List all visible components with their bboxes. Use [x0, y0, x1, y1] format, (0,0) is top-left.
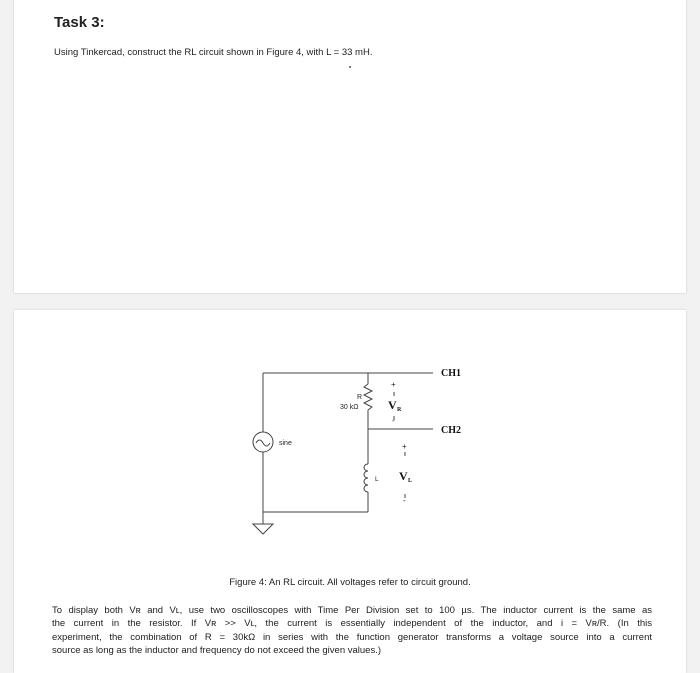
resistor-name: R [357, 394, 363, 401]
vl-subscript: L [408, 478, 413, 484]
vl-plus: + [402, 442, 407, 451]
vr-subscript: R [397, 407, 402, 413]
paragraph-line: source as long as the inductor and frequency do not exceed the given values.) [52, 645, 382, 657]
task-title: Task 3: [54, 14, 105, 31]
paragraph-line: the current in the resistor. If Vʀ >> Vʟ, the current is essentially independent of the inductor, and i = Vʀ/R. (In this [52, 618, 652, 630]
ch1-label: CH1 [441, 368, 461, 379]
sine-wave-icon [256, 440, 270, 446]
explanation-paragraph [52, 604, 652, 658]
ground-icon [253, 524, 273, 534]
vr-plus: + [391, 380, 396, 389]
inductor-symbol [364, 464, 368, 492]
task-instruction: Using Tinkercad, construct the RL circuit shown in Figure 4, with L = 33 mH. [54, 47, 373, 58]
resistor-symbol [364, 384, 372, 410]
source-label: sine [279, 440, 292, 447]
vr-minus: - [392, 416, 395, 425]
vr-symbol: V [388, 398, 397, 412]
paragraph-line: To display both Vʀ and Vʟ, use two oscilloscopes with Time Per Division set to 100 µs. The inductor current is the same as [52, 605, 652, 616]
paragraph-line: experiment, the combination of R = 30kΩ in series with the function generator transforms a voltage source into a current [52, 631, 652, 643]
stray-dot [349, 66, 351, 68]
vl-symbol: V [399, 469, 408, 483]
figure-caption: Figure 4: An RL circuit. All voltages refer to circuit ground. [229, 577, 471, 588]
ch2-label: CH2 [441, 425, 461, 436]
page-figure [14, 310, 686, 673]
rl-circuit-diagram [228, 356, 468, 546]
source-symbol [253, 432, 273, 452]
vl-minus: - [403, 496, 406, 505]
resistor-value: 30 kΩ [340, 404, 359, 411]
inductor-name: L [375, 476, 379, 483]
page-top [14, 0, 686, 293]
